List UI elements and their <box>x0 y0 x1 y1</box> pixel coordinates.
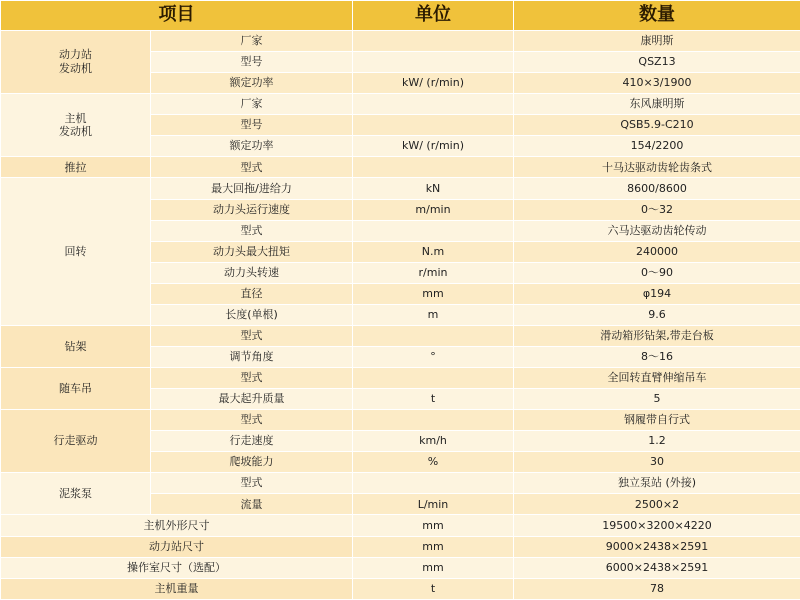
value-cell: 0～32 <box>514 199 800 220</box>
value-cell: 0～90 <box>514 262 800 283</box>
header-quantity: 数量 <box>514 1 800 31</box>
unit-cell: m <box>353 304 514 325</box>
param-cell: 型式 <box>151 220 353 241</box>
table-row <box>1 31 800 52</box>
group-truck-crane: 随车吊 <box>1 368 151 410</box>
wide-label: 主机重量 <box>1 578 353 599</box>
unit-cell <box>353 368 514 389</box>
group-push-pull: 推拉 <box>1 157 151 178</box>
table-row <box>1 368 800 389</box>
param-cell: 型式 <box>151 410 353 431</box>
value-cell: 钢履带自行式 <box>514 410 800 431</box>
table-row <box>1 578 800 599</box>
value-cell: 2500×2 <box>514 494 800 515</box>
unit-cell: N.m <box>353 241 514 262</box>
wide-label: 主机外形尺寸 <box>1 515 353 536</box>
table-row <box>1 94 800 115</box>
value-cell: 9000×2438×2591 <box>514 536 800 557</box>
value-cell: 30 <box>514 452 800 473</box>
unit-cell: t <box>353 578 514 599</box>
param-cell: 厂家 <box>151 94 353 115</box>
table-row <box>1 157 800 178</box>
table-row <box>1 473 800 494</box>
value-cell: 8600/8600 <box>514 178 800 199</box>
param-cell: 型式 <box>151 473 353 494</box>
param-cell: 型式 <box>151 325 353 346</box>
unit-cell <box>353 94 514 115</box>
header-item: 项目 <box>1 1 353 31</box>
table-row <box>1 325 800 346</box>
value-cell: 十马达驱动齿轮齿条式 <box>514 157 800 178</box>
wide-label: 动力站尺寸 <box>1 536 353 557</box>
wide-label: 操作室尺寸（选配） <box>1 557 353 578</box>
param-cell: 最大起升质量 <box>151 389 353 410</box>
unit-cell <box>353 31 514 52</box>
unit-cell: mm <box>353 557 514 578</box>
value-cell: 19500×3200×4220 <box>514 515 800 536</box>
value-cell: 康明斯 <box>514 31 800 52</box>
value-cell: 独立泵站 (外接) <box>514 473 800 494</box>
unit-cell: mm <box>353 515 514 536</box>
header-row <box>1 1 800 31</box>
group-drill-frame: 钻架 <box>1 325 151 367</box>
group-power-station-engine: 动力站 发动机 <box>1 31 151 94</box>
param-cell: 动力头转速 <box>151 262 353 283</box>
value-cell: 六马达驱动齿轮传动 <box>514 220 800 241</box>
value-cell: QSB5.9-C210 <box>514 115 800 136</box>
unit-cell: mm <box>353 283 514 304</box>
param-cell: 动力头最大扭矩 <box>151 241 353 262</box>
group-travel-drive: 行走驱动 <box>1 410 151 473</box>
param-cell: 动力头运行速度 <box>151 199 353 220</box>
param-cell: 额定功率 <box>151 73 353 94</box>
unit-cell <box>353 325 514 346</box>
group-mud-pump: 泥浆泵 <box>1 473 151 515</box>
unit-cell <box>353 220 514 241</box>
unit-cell: km/h <box>353 431 514 452</box>
param-cell: 最大回拖/进给力 <box>151 178 353 199</box>
table-row <box>1 515 800 536</box>
value-cell: 滑动箱形钻架,带走台板 <box>514 325 800 346</box>
value-cell: 240000 <box>514 241 800 262</box>
unit-cell: kN <box>353 178 514 199</box>
value-cell: 9.6 <box>514 304 800 325</box>
table-row <box>1 536 800 557</box>
param-cell: 流量 <box>151 494 353 515</box>
table-row <box>1 557 800 578</box>
value-cell: QSZ13 <box>514 52 800 73</box>
unit-cell: % <box>353 452 514 473</box>
value-cell: φ194 <box>514 283 800 304</box>
value-cell: 8～16 <box>514 346 800 367</box>
unit-cell: kW/ (r/min) <box>353 136 514 157</box>
param-cell: 厂家 <box>151 31 353 52</box>
unit-cell <box>353 52 514 73</box>
param-cell: 长度(单根) <box>151 304 353 325</box>
header-unit: 单位 <box>353 1 514 31</box>
param-cell: 型号 <box>151 52 353 73</box>
unit-cell <box>353 473 514 494</box>
unit-cell <box>353 157 514 178</box>
param-cell: 调节角度 <box>151 346 353 367</box>
value-cell: 78 <box>514 578 800 599</box>
param-cell: 额定功率 <box>151 136 353 157</box>
unit-cell: m/min <box>353 199 514 220</box>
table-row <box>1 178 800 199</box>
param-cell: 型式 <box>151 368 353 389</box>
param-cell: 行走速度 <box>151 431 353 452</box>
param-cell: 直径 <box>151 283 353 304</box>
unit-cell: r/min <box>353 262 514 283</box>
unit-cell: kW/ (r/min) <box>353 73 514 94</box>
value-cell: 154/2200 <box>514 136 800 157</box>
value-cell: 5 <box>514 389 800 410</box>
param-cell: 型号 <box>151 115 353 136</box>
table-row <box>1 410 800 431</box>
group-rotation: 回转 <box>1 178 151 325</box>
value-cell: 全回转直臂伸缩吊车 <box>514 368 800 389</box>
unit-cell: ° <box>353 346 514 367</box>
unit-cell <box>353 410 514 431</box>
unit-cell: mm <box>353 536 514 557</box>
group-main-engine: 主机 发动机 <box>1 94 151 157</box>
value-cell: 6000×2438×2591 <box>514 557 800 578</box>
unit-cell: L/min <box>353 494 514 515</box>
param-cell: 爬坡能力 <box>151 452 353 473</box>
unit-cell: t <box>353 389 514 410</box>
value-cell: 1.2 <box>514 431 800 452</box>
value-cell: 东风康明斯 <box>514 94 800 115</box>
unit-cell <box>353 115 514 136</box>
value-cell: 410×3/1900 <box>514 73 800 94</box>
param-cell: 型式 <box>151 157 353 178</box>
